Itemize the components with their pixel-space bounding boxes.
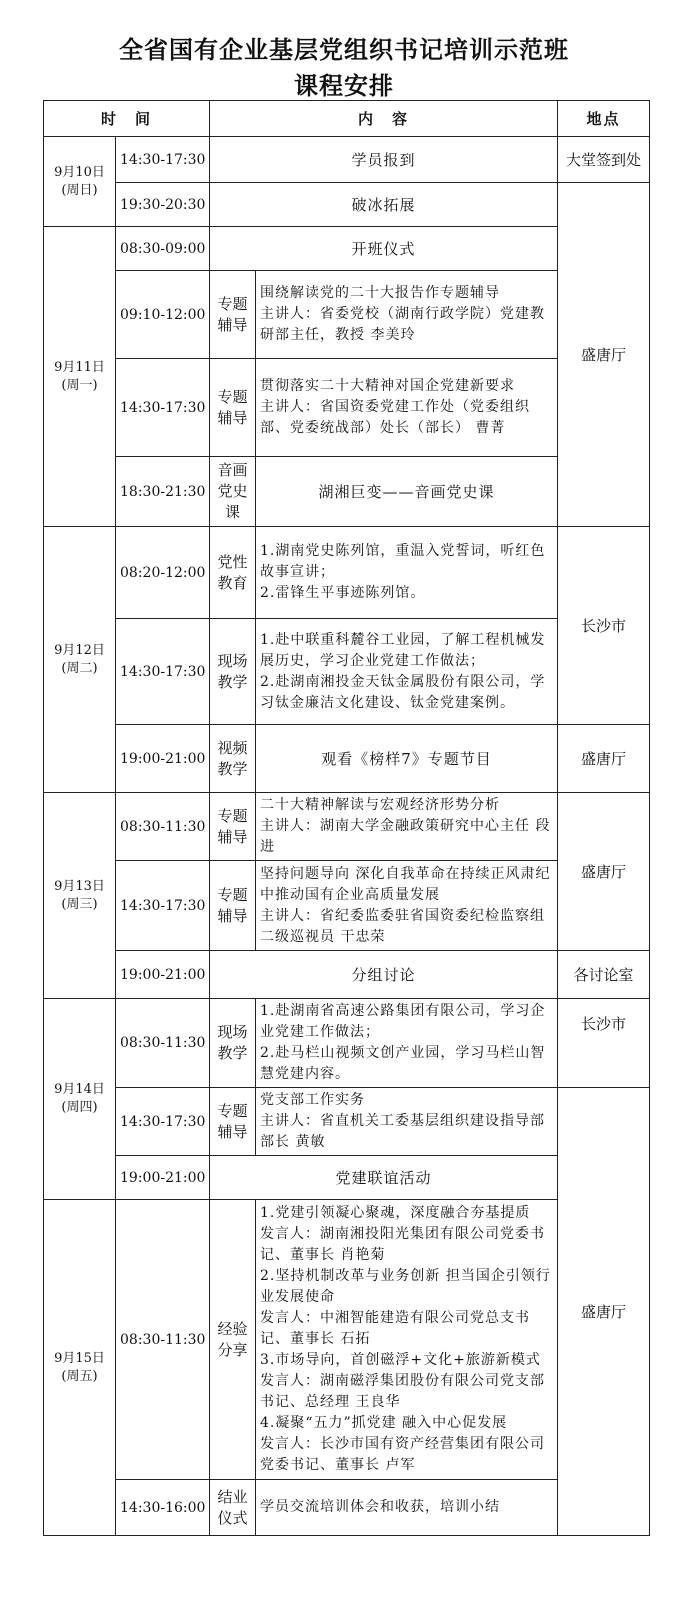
detail-line: 发言人：湖南磁浮集团股份有限公司党支部书记、总经理 王良华 (260, 1373, 546, 1410)
day-date: 9月11日 (54, 359, 105, 375)
header-time: 时 间 (44, 101, 210, 137)
content-cell: 学员报到 (210, 137, 558, 183)
time-cell: 08:30-11:30 (116, 1200, 210, 1480)
table-row (44, 725, 650, 793)
page-title: 全省国有企业基层党组织书记培训示范班 (119, 36, 569, 64)
detail-cell (256, 861, 558, 951)
detail-cell (256, 1088, 558, 1156)
time-cell: 18:30-21:30 (116, 457, 210, 527)
day-weekday: (周五) (61, 1368, 98, 1384)
time-cell: 19:00-21:00 (116, 1156, 210, 1200)
detail-line: 党支部工作实务 (260, 1092, 366, 1108)
table-row (44, 951, 650, 999)
header-content: 内 容 (210, 101, 558, 137)
category-cell: 专题辅导 (210, 793, 256, 861)
detail-line: 主讲人：省委党校（湖南行政学院）党建教研部主任，教授 李美玲 (260, 306, 546, 343)
detail-line: 1.赴中联重科麓谷工业园，了解工程机械发展历史，学习企业党建工作做法； (260, 631, 546, 669)
detail-line: 1.党建引领凝心聚魂，深度融合夯基提质 (260, 1205, 531, 1221)
time-cell: 14:30-17:30 (116, 359, 210, 457)
detail-line: 坚持问题导向 深化自我革命在持续正风肃纪中推动国有企业高质量发展 (260, 865, 551, 903)
category-cell: 党性教育 (210, 527, 256, 619)
day-cell (44, 527, 116, 793)
detail-line: 1.湖南党史陈列馆，重温入党誓词，听红色故事宣讲； (260, 543, 546, 580)
day-weekday: (周一) (61, 377, 98, 393)
category-cell: 视频教学 (210, 725, 256, 793)
content-cell: 开班仪式 (210, 227, 558, 271)
content-cell: 分组讨论 (210, 951, 558, 999)
day-weekday: (周四) (61, 1100, 98, 1115)
category-cell: 专题辅导 (210, 861, 256, 951)
location-cell: 大堂签到处 (558, 137, 650, 183)
detail-line: 2.坚持机制改革与业务创新 担当国企引领行业发展使命 (260, 1268, 551, 1305)
content-cell: 观看《榜样7》专题节目 (256, 725, 558, 793)
day-weekday: (周日) (61, 182, 98, 198)
table-row (44, 137, 650, 183)
detail-line: 主讲人：省纪委监委驻省国资委纪检监察组二级巡视员 干忠荣 (260, 907, 546, 945)
time-cell: 08:30-11:30 (116, 999, 210, 1088)
day-date: 9月15日 (54, 1350, 105, 1366)
table-row (44, 527, 650, 619)
day-date: 9月10日 (54, 164, 105, 180)
category-cell: 结业仪式 (210, 1480, 256, 1536)
category-cell: 专题辅导 (210, 271, 256, 359)
table-row (44, 183, 650, 227)
location-cell: 长沙市 (558, 527, 650, 725)
detail-cell (256, 619, 558, 725)
detail-line: 围绕解读党的二十大报告作专题辅导 (260, 285, 501, 301)
time-cell: 19:30-20:30 (116, 183, 210, 227)
detail-line: 1.赴湖南省高速公路集团有限公司，学习企业党建工作做法； (260, 1003, 546, 1040)
category-cell: 音画党史课 (210, 457, 256, 527)
time-cell: 14:30-17:30 (116, 861, 210, 951)
day-date: 9月14日 (54, 1082, 105, 1097)
day-date: 9月13日 (54, 878, 105, 894)
location-cell: 盛唐厅 (558, 793, 650, 951)
time-cell: 14:30-17:30 (116, 619, 210, 725)
location-cell: 各讨论室 (558, 951, 650, 999)
content-cell: 湖湘巨变——音画党史课 (256, 457, 558, 527)
detail-line: 3.市场导向，首创磁浮+文化+旅游新模式 (260, 1352, 541, 1368)
detail-line: 主讲人：湖南大学金融政策研究中心主任 段进 (260, 818, 551, 855)
category-cell: 现场教学 (210, 999, 256, 1088)
day-cell (44, 227, 116, 527)
time-cell: 19:00-21:00 (116, 725, 210, 793)
detail-line: 二十大精神解读与宏观经济形势分析 (260, 797, 501, 813)
time-cell: 08:30-11:30 (116, 793, 210, 861)
table-row (44, 999, 650, 1088)
detail-line: 4.凝聚“五力”抓党建 融入中心促发展 (260, 1415, 508, 1431)
detail-cell (256, 1200, 558, 1480)
location-cell: 长沙市 (558, 999, 650, 1088)
content-cell: 党建联谊活动 (210, 1156, 558, 1200)
header-location: 地点 (558, 101, 650, 137)
detail-line: 贯彻落实二十大精神对国企党建新要求 (260, 378, 516, 394)
time-cell: 14:30-17:30 (116, 1088, 210, 1156)
day-weekday: (周二) (61, 660, 98, 676)
day-date: 9月12日 (54, 642, 105, 658)
detail-line: 主讲人：省国资委党建工作处（党委组织部、党委统战部）处长（部长） 曹菁 (260, 399, 531, 436)
day-cell (44, 137, 116, 227)
detail-line: 主讲人：省直机关工委基层组织建设指导部部长 黄敏 (260, 1113, 546, 1150)
time-cell: 19:00-21:00 (116, 951, 210, 999)
detail-line: 2.赴湖南湘投金天钛金属股份有限公司，学习钛金廉洁文化建设、钛金党建案例。 (260, 673, 546, 711)
content-cell: 破冰拓展 (210, 183, 558, 227)
category-cell: 经验分享 (210, 1200, 256, 1480)
schedule-table (43, 100, 650, 1536)
content-cell: 学员交流培训体会和收获，培训小结 (256, 1480, 558, 1536)
table-header-row (44, 101, 650, 137)
time-cell: 09:10-12:00 (116, 271, 210, 359)
page-subtitle: 课程安排 (294, 72, 394, 100)
detail-cell (256, 271, 558, 359)
table-row (44, 793, 650, 861)
day-cell (44, 999, 116, 1200)
detail-cell (256, 359, 558, 457)
time-cell: 08:30-09:00 (116, 227, 210, 271)
detail-line: 发言人：长沙市国有资产经营集团有限公司党委书记、董事长 卢军 (260, 1436, 546, 1473)
detail-line: 2.赴马栏山视频文创产业园，学习马栏山智慧党建内容。 (260, 1045, 546, 1082)
time-cell: 14:30-17:30 (116, 137, 210, 183)
category-cell: 现场教学 (210, 619, 256, 725)
time-cell: 08:20-12:00 (116, 527, 210, 619)
category-cell: 专题辅导 (210, 359, 256, 457)
detail-line: 发言人：湖南湘投阳光集团有限公司党委书记、董事长 肖艳菊 (260, 1226, 546, 1263)
location-cell: 盛唐厅 (558, 1088, 650, 1536)
detail-line: 发言人：中湘智能建造有限公司党总支书记、董事长 石拓 (260, 1310, 531, 1347)
detail-cell (256, 999, 558, 1088)
day-cell (44, 793, 116, 999)
day-cell (44, 1200, 116, 1536)
detail-cell (256, 793, 558, 861)
detail-cell (256, 527, 558, 619)
time-cell: 14:30-16:00 (116, 1480, 210, 1536)
detail-line: 2.雷锋生平事迹陈列馆。 (260, 585, 426, 601)
location-cell: 盛唐厅 (558, 183, 650, 527)
table-row (44, 1088, 650, 1156)
category-cell: 专题辅导 (210, 1088, 256, 1156)
day-weekday: (周三) (61, 896, 98, 912)
location-cell: 盛唐厅 (558, 725, 650, 793)
